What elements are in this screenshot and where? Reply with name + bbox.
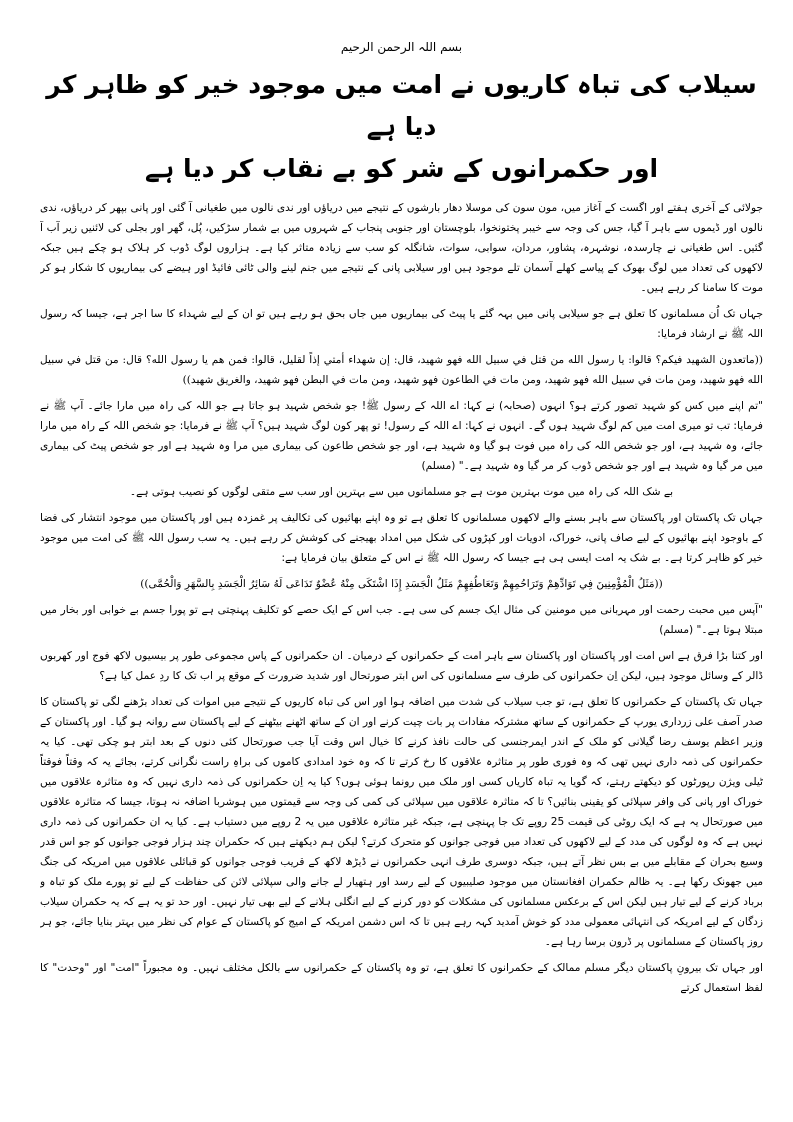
hadith-arabic-1: ((ماتعدون الشهيد فيكم؟ قالوا: يا رسول الله من قتل في سبيل الله فهو شهيد، قال: إن شهداء أمتي إذاً لقليل، قالوا: فمن هم يا رسول الله؟ قال: من قتل في سبيل الله فهو شهيد، ومن مات في سبيل الله فهو شهيد، ومن مات في الطاعون فهو شهيد، ومن مات في البطن فهو شهيد، والغريق شهيد)) xyxy=(40,354,763,386)
paragraph-intro: جولائی کے آخری ہفتے اور اگست کے آغاز میں، مون سون کی موسلا دھار بارشوں کے نتیجے میں دریاؤں اور ندی نالوں میں طغیانی آ گئی اور پانی بپھر کر دریاؤں، ندی نالوں اور ڈیموں سے باہر آ گیا، جس کی وجہ سے خیبر پختونخوا، بلوچستان اور جنوبی پنجاب کے شہروں میں بے شمار سڑکیں، پُل، گھر اور بجلی کی لائنیں زیر آب آ گئیں۔ اس طغیانی نے چارسدہ، نوشہرہ، پشاور، مردان، سوابی، سوات، شانگلہ کو سب سے زیادہ متاثر کیا ہے۔ ہزاروں لوگ ڈوب کر ہلاک ہو چکے ہیں جبکہ لاکھوں کی تعداد میں لوگ بھوک کے پیاسے کھلے آسمان تلے موجود ہیں اور سیلابی پانی کے نتیجے میں جنم لینے والی ٹائی فائیڈ اور ہیضے کی بیماریوں کا شکار ہو کر موت کا سامنا کر رہے ہیں۔ xyxy=(40,202,763,294)
hadith-arabic-2: ((مَثَلُ الْمُؤْمِنِينَ فِي تَوَادِّهِمْ وَتَرَاحُمِهِمْ وَتَعَاطُفِهِمْ مَثَلُ الْجَسَدِ إِذَا اشْتَكَى مِنْهُ عُضْوٌ تَدَاعَى لَهُ سَائِرُ الْجَسَدِ بِالسَّهَرِ وَالْحُمَّى)) xyxy=(140,578,663,590)
paragraph-difference: اور کتنا بڑا فرق ہے اس امت اور پاکستان اور پاکستان سے باہر امت کے حکمرانوں کے درمیان۔ ان حکمرانوں کے پاس مجموعی طور پر بیسیوں لاکھ فوج اور کھربوں ڈالر کے وسائل موجود ہیں، لیکن اِن حکمرانوں کی طرف سے مسلمانوں کی اس ابتر صورتحال اور شدید ضرورت کے موقع پر اب تک کا ردِ عمل کیا ہے؟ xyxy=(40,650,763,682)
document-page xyxy=(40,40,763,1100)
hadith-translation-1: "تم اپنے میں کس کو شہید تصور کرتے ہو؟ انہوں (صحابہ) نے کہا: اے اللہ کے رسول ﷺ! جو شخص شہید ہو جاتا ہے جو اللہ کی راہ میں مارا جائے۔ آپ ﷺ نے فرمایا: تب تو میری امت میں کم لوگ شہید ہوں گے۔ انہوں نے کہا: اے اللہ کے رسول! تو پھر کون لوگ شہید ہیں؟ آپ ﷺ نے فرمایا: جو شخص اللہ کے راہ میں مارا جائے، وہ شہید ہے، اور جو شخص اللہ کی راہ میں فوت ہو گیا وہ شہید ہے، اور جو شخص طاعون کی بیماری میں مرا وہ شہید ہے اور جو شخص پیٹ کی بیماری میں مر گیا وہ شہید ہے اور جو شخص ڈوب کر مر گیا وہ شہید ہے۔" (مسلم) xyxy=(40,400,763,472)
paragraph-pakistan-rulers: جہاں تک پاکستان کے حکمرانوں کا تعلق ہے، تو جب سیلاب کی شدت میں اضافہ ہوا اور اس کی تباہ کاریوں کے نتیجے میں اموات کی تعداد بڑھنے لگی تو پاکستان کا صدر آصف علی زرداری یورپ کے حکمرانوں کے ساتھ مشترکہ مفادات پر بات چیت کرنے اور ان کے ساتھ اٹھنے بیٹھنے کے لیے پاکستان سے روانہ ہو گیا۔ اور پاکستان کے وزیر اعظم یوسف رضا گیلانی کو ملک کے اندر ایمرجنسی کی حالت نافذ کرنے کا خیال اس وقت آیا جب صورتحال کئی دنوں کے بعد ابتر ہو چکی تھی۔ کیا یہ حکمرانوں کی ذمہ داری نہیں تھی کہ وہ فوری طور پر متاثرہ علاقوں کا رخ کرتے تا کہ وہ خود امدادی کاموں کی براہِ راست نگرانی کرتے، بجائے یہ کہ وقتاً فوقتاً ٹیلی ویژن رپورٹوں کو دیکھتے رہتے، کہ گویا یہ تباہ کاریاں کسی اور ملک میں رونما ہوئی ہوں؟ کیا یہ اِن حکمرانوں کی ذمہ داری نہیں کہ وہ متاثرہ علاقوں میں خوراک اور پانی کی وافر سپلائی کو یقینی بنائیں؟ تا کہ متاثرہ علاقوں میں سپلائی کی کمی کی وجہ سے قیمتوں میں ہوشربا اضافہ نہ ہوتا، جیسا کہ متاثرہ علاقوں میں صورتحال یہ ہے کہ ایک روٹی کی قیمت 25 روپے تک جا پہنچی ہے، جبکہ غیر متاثرہ علاقوں میں یہ 2 روپے میں دستیاب ہے۔ کیا یہ ان حکمرانوں کی ذمہ داری نہیں ہے کہ وہ لوگوں کی مدد کے لیے لاکھوں کی تعداد میں فوجی جوانوں کو متحرک کرتے؟ لیکن ہم دیکھتے ہیں کہ حکمران چند ہزار فوجی جوانوں کو جو اس قدر وسیع بحران کے مقابلے میں بے بس نظر آتے ہیں، جبکہ دوسری طرف انہی حکمرانوں نے ڈیڑھ لاکھ کے قریب فوجی جوانوں کو قبائلی علاقوں میں امریکہ کی جنگ میں جھونک رکھا ہے۔ یہ ظالم حکمران افغانستان میں موجود صلیبیوں کے لیے رسد اور ہتھیار لے جانے والی سپلائی لائن کی حفاظت کے لیے تو پورے ملک کو تباہ و برباد کرنے کے لیے تیار ہیں لیکن اس کے برعکس مسلمانوں کی مشکلات کو دور کرنے کے لیے انگلی ہلانے کے لیے بھی تیار نہیں۔ اور حد تو یہ ہے کہ یہ حکمران سیلاب زدگان کے لیے امریکہ کی انتہائی معمولی مدد کو خوش آمدید کہہ رہے ہیں تا کہ اس دشمن امریکہ کے امیج کو پاکستان کے عوام کی نظر میں بہتر بنایا جائے، جو ہر روز پاکستان کے مسلمانوں پر ڈرون برسا رہا ہے۔ xyxy=(40,696,763,948)
hadith-translation-2: "آپس میں محبت رحمت اور مہربانی میں مومنین کی مثال ایک جسم کی سی ہے۔ جب اس کے ایک حصے کو تکلیف پہنچتی ہے تو پورا جسم بے خوابی اور بخار میں مبتلا ہوتا ہے۔" (مسلم) xyxy=(40,604,763,636)
article-body xyxy=(40,198,763,998)
bismillah-heading: بسم اللہ الرحمن الرحیم xyxy=(340,40,463,54)
title-line-2: اور حکمرانوں کے شر کو بے نقاب کر دیا ہے xyxy=(144,154,659,183)
title-line-1: سیلاب کی تباہ کاریوں نے امت میں موجود خیر کو ظاہر کر دیا ہے xyxy=(46,70,757,141)
page-title xyxy=(40,64,763,190)
paragraph-other-rulers: اور جہاں تک بیرونِ پاکستان دیگر مسلم ممالک کے حکمرانوں کا تعلق ہے، تو وہ پاکستان کے حکمرانوں سے بالکل مختلف نہیں۔ وہ مجبوراً "امت" اور "وحدت" کا لفظ استعمال کرتے xyxy=(40,962,763,994)
paragraph-ummah-good: جہاں تک پاکستان اور پاکستان سے باہر بسنے والے لاکھوں مسلمانوں کا تعلق ہے تو وہ اپنے بھائیوں کی تکالیف پر غمزدہ ہیں اور پاکستان میں موجود انتشار کی فضا کے باوجود اپنے بھائیوں کے لیے صاف پانی، خوراک، ادویات اور کپڑوں کی شکل میں امداد بھیجنے کی کوشش کر رہے ہیں۔ یہ سب رسول اللہ ﷺ کی امت میں موجود خیر کو ظاہر کرتا ہے۔ بے شک یہ امت ایسی ہی ہے جیسا کہ رسول اللہ ﷺ نے اس کے متعلق بیان فرمایا ہے: xyxy=(40,512,763,564)
paragraph-best-death: بے شک اللہ کی راہ میں موت بہترین موت ہے جو مسلمانوں میں سے بہترین اور سب سے متقی لوگوں کو نصیب ہوتی ہے۔ xyxy=(129,486,674,498)
paragraph-martyrs: جہاں تک اُن مسلمانوں کا تعلق ہے جو سیلابی پانی میں بہہ گئے یا پیٹ کی بیماریوں میں جاں بحق ہو رہے ہیں تو ان کے لیے شہداء کا سا اجر ہے، جیسا کہ رسول اللہ ﷺ نے ارشاد فرمایا: xyxy=(40,308,763,340)
